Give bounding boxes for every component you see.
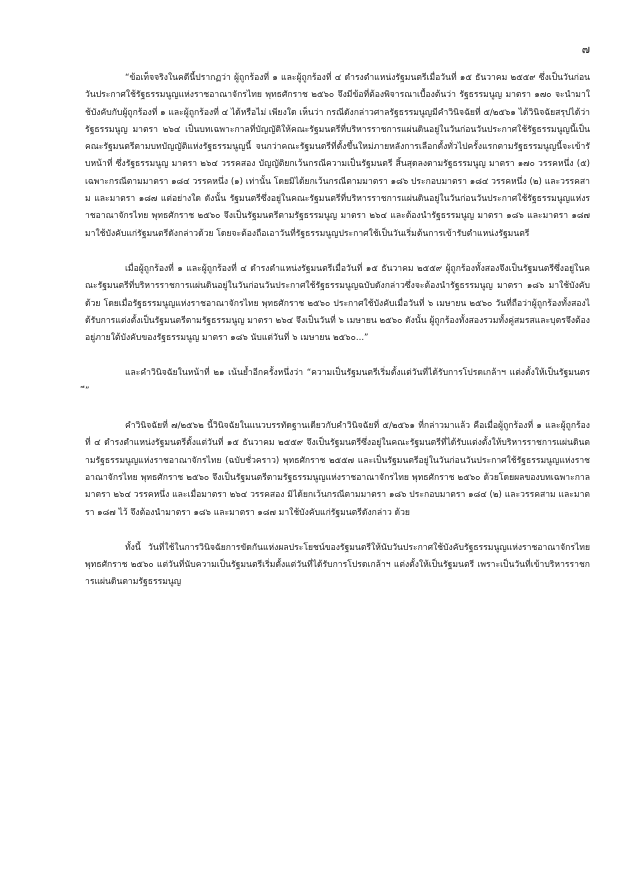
- paragraph-conclusion: ทั้งนี้ วันที่ใช้ในการวินิจฉัยการขัดกันแห่งผลประโยชน์ของรัฐมนตรีให้นับวันประกาศใช้บังคับรัฐธรรมนูญแห่งราชอาณาจักรไทย พุทธศักราช ๒๕๖๐ แต่วันที่นับความเป็นรัฐมนตรีเริ่มตั้งแต่วันที่ได้รับการโปรดเกล้าฯ แต่งตั้งให้เป็นรัฐมนตรี เพราะเป็นวันที่เข้าบริหารราชการแผ่นดินตามรัฐธรรมนูญ: [85, 542, 590, 588]
- document-body: [85, 70, 590, 610]
- paragraph-respondents: เมื่อผู้ถูกร้องที่ ๑ และผู้ถูกร้องที่ ๔ ดำรงตำแหน่งรัฐมนตรีเมื่อวันที่ ๑๕ ธันวาคม ๒๕๕๙ ผู้ถูกร้องทั้งสองจึงเป็นรัฐมนตรีซึ่งอยู่ในคณะรัฐมนตรีที่บริหารราชการแผ่นดินอยู่ในวันก่อนวันประกาศใช้รัฐธรรมนูญฉบับดังกล่าวซึ่งจะต้องนำรัฐธรรมนูญ มาตรา ๑๘๖ มาใช้บังคับด้วย โดยเมื่อรัฐธรรมนูญแห่งราชอาณาจักรไทย พุทธศักราช ๒๕๖๐ ประกาศใช้บังคับเมื่อวันที่ ๖ เมษายน ๒๕๖๐ วันที่ถือว่าผู้ถูกร้องทั้งสองได้รับการแต่งตั้งเป็นรัฐมนตรีตามรัฐธรรมนูญ มาตรา ๒๖๔ จึงเป็นวันที่ ๖ เมษายน ๒๕๖๐ ดังนั้น ผู้ถูกร้องทั้งสองรวมทั้งคู่สมรสและบุตรจึงต้องอยู่ภายใต้บังคับของรัฐธรรมนูญ มาตรา ๑๘๖ นับแต่วันที่ ๖ เมษายน ๒๕๖๐...”: [85, 263, 590, 344]
- paragraph-ruling-7-2562: คำวินิจฉัยที่ ๗/๒๕๖๒ นี้วินิจฉัยในแนวบรรทัดฐานเดียวกับคำวินิจฉัยที่ ๕/๒๕๖๑ ที่กล่าวมาแล้ว คือเมื่อผู้ถูกร้องที่ ๑ และผู้ถูกร้องที่ ๔ ดำรงตำแหน่งรัฐมนตรีตั้งแต่วันที่ ๑๕ ธันวาคม ๒๕๕๙ จึงเป็นรัฐมนตรีซึ่งอยู่ในคณะรัฐมนตรีที่ได้รับแต่งตั้งให้บริหารราชการแผ่นดินตามรัฐธรรมนูญแห่งราชอาณาจักรไทย (ฉบับชั่วคราว) พุทธศักราช ๒๕๕๗ และเป็นรัฐมนตรีอยู่ในวันก่อนวันประกาศใช้รัฐธรรมนูญแห่งราชอาณาจักรไทย พุทธศักราช ๒๕๖๐ จึงเป็นรัฐมนตรีตามรัฐธรรมนูญแห่งราชอาณาจักรไทย พุทธศักราช ๒๕๖๐ ด้วยโดยผลของบทเฉพาะกาล มาตรา ๒๖๔ วรรคหนึ่ง และเมื่อมาตรา ๒๖๔ วรรคสอง มิได้ยกเว้นกรณีตามมาตรา ๑๘๖ ประกอบมาตรา ๑๘๔ (๒) และวรรคสาม และมาตรา ๑๘๗ ไว้ จึงต้องนำมาตรา ๑๘๖ และมาตรา ๑๘๗ มาใช้บังคับแก่รัฐมนตรีดังกล่าว ด้วย: [85, 421, 590, 518]
- page-number: ๗: [581, 43, 590, 56]
- paragraph-emphasis: และคำวินิจฉัยในหน้าที่ ๒๑ เน้นย้ำอีกครั้งหนึ่งว่า “ความเป็นรัฐมนตรีเริ่มตั้งแต่วันที่ได้รับการโปรดเกล้าฯ แต่งตั้งให้เป็นรัฐมนตรี”: [85, 368, 590, 396]
- paragraph-quoted-ruling: “ข้อเท็จจริงในคดีนี้ปรากฏว่า ผู้ถูกร้องที่ ๑ และผู้ถูกร้องที่ ๔ ดำรงตำแหน่งรัฐมนตรีเมื่อวันที่ ๑๕ ธันวาคม ๒๕๕๙ ซึ่งเป็นวันก่อนวันประกาศใช้รัฐธรรมนูญแห่งราชอาณาจักรไทย พุทธศักราช ๒๕๖๐ จึงมีข้อที่ต้องพิจารณาเบื้องต้นว่า รัฐธรรมนูญ มาตรา ๑๗๐ จะนำมาใช้บังคับกับผู้ถูกร้องที่ ๑ และผู้ถูกร้องที่ ๔ ได้หรือไม่ เพียงใด เห็นว่า กรณีดังกล่าวศาลรัฐธรรมนูญมีคำวินิจฉัยที่ ๕/๒๕๖๑ ได้วินิจฉัยสรุปได้ว่า รัฐธรรมนูญ มาตรา ๒๖๔ เป็นบทเฉพาะกาลที่บัญญัติให้คณะรัฐมนตรีที่บริหารราชการแผ่นดินอยู่ในวันก่อนวันประกาศใช้รัฐธรรมนูญนี้เป็น คณะรัฐมนตรีตามบทบัญญัติแห่งรัฐธรรมนูญนี้ จนกว่าคณะรัฐมนตรีที่ตั้งขึ้นใหม่ภายหลังการเลือกตั้งทั่วไปครั้งแรกตามรัฐธรรมนูญนี้จะเข้ารับหน้าที่ ซึ่งรัฐธรรมนูญ มาตรา ๒๖๔ วรรคสอง บัญญัติยกเว้นกรณีความเป็นรัฐมนตรี สิ้นสุดลงตามรัฐธรรมนูญ มาตรา ๑๗๐ วรรคหนึ่ง (๕) เฉพาะกรณีตามมาตรา ๑๘๔ วรรคหนึ่ง (๑) เท่านั้น โดยมิได้ยกเว้นกรณีตามมาตรา ๑๘๖ ประกอบมาตรา ๑๘๔ วรรคหนึ่ง (๒) และวรรคสาม และมาตรา ๑๘๗ แต่อย่างใด ดังนั้น รัฐมนตรีซึ่งอยู่ในคณะรัฐมนตรีที่บริหารราชการแผ่นดินอยู่ในวันก่อนวันประกาศใช้รัฐธรรมนูญแห่งราชอาณาจักรไทย พุทธศักราช ๒๕๖๐ จึงเป็นรัฐมนตรีตามรัฐธรรมนูญ มาตรา ๒๖๔ และต้องนำรัฐธรรมนูญ มาตรา ๑๘๖ และมาตรา ๑๘๗ มาใช้บังคับแก่รัฐมนตรีดังกล่าวด้วย โดยจะต้องถือเอาวันที่รัฐธรรมนูญประกาศใช้เป็นวันเริ่มต้นการเข้ารับตำแหน่งรัฐมนตรี: [85, 73, 590, 239]
